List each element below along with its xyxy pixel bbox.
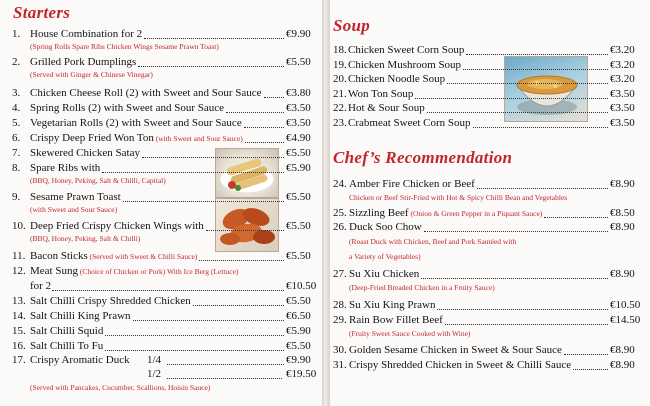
leader-dots — [245, 133, 284, 143]
leader-dots — [244, 118, 284, 128]
leader-dots — [52, 281, 284, 291]
item-price: €5.50 — [286, 191, 311, 203]
item-price-half: €19.50 — [286, 368, 317, 380]
item-description: (Roast Duck with Chicken, Beef and Pork Sautéed with — [349, 237, 517, 246]
leader-dots — [138, 57, 284, 67]
item-price: €8.90 — [610, 268, 635, 280]
starters-item — [12, 191, 121, 204]
item-name: Sizzling Beef — [349, 207, 409, 219]
item-number: 11. — [12, 250, 26, 262]
starters-item — [12, 340, 103, 353]
item-description: (Spring Rolls Spare Ribs Chicken Wings Sesame Prawn Toast) — [30, 42, 219, 51]
item-name: Salt Chilli King Prawn — [30, 310, 131, 322]
item-name: Won Ton Soup — [348, 88, 414, 100]
item-price: €8.90 — [610, 359, 635, 371]
starters-heading: Starters — [13, 3, 71, 22]
item-name: Su Xiu King Prawn — [349, 299, 436, 311]
item-number: 24. — [333, 178, 347, 190]
soup-item — [333, 88, 413, 101]
item-name: Grilled Pork Dumplings — [30, 56, 137, 68]
item-price: €3.20 — [610, 44, 635, 56]
starters-item — [12, 28, 142, 41]
starters-item — [12, 147, 140, 160]
soup-item — [333, 44, 464, 57]
item-price: €5.50 — [286, 250, 311, 262]
item-price: €14.50 — [610, 314, 641, 326]
starters-item — [12, 325, 103, 338]
chef-item — [333, 207, 542, 220]
item-description: (Served with Ginger & Chinese Vinegar) — [30, 70, 153, 79]
item-description: (Served with Pancakes, Cucumber, Scallions, Hoisin Sauce) — [30, 383, 211, 392]
item-number: 1. — [12, 28, 21, 40]
item-number: 4. — [12, 102, 21, 114]
chef-item — [333, 268, 419, 281]
item-price: €3.80 — [286, 87, 311, 99]
leader-dots — [437, 300, 608, 310]
leader-dots — [473, 118, 608, 128]
item-name: Spring Rolls (2) with Sweet and Sour Sauce — [30, 102, 225, 114]
item-name: Salt Chilli Squid — [30, 325, 104, 337]
item-price: €8.90 — [610, 221, 635, 233]
item-name: Spare Ribs with — [30, 162, 101, 174]
item-price: €5.50 — [286, 340, 311, 352]
item-price: €5.50 — [286, 147, 311, 159]
item-name: Salt Chilli Crispy Shredded Chicken — [30, 295, 191, 307]
item-number: 30. — [333, 344, 347, 356]
item-description: (Fruity Sweet Sauce Cooked with Wine) — [349, 329, 471, 338]
item-number: 21. — [333, 88, 347, 100]
item-name: Salt Chilli To Fu — [30, 340, 104, 352]
starters-item — [12, 265, 238, 278]
leader-dots — [445, 315, 608, 325]
item-name: Crabmeat Sweet Corn Soup — [348, 117, 471, 129]
item-price: €10.50 — [286, 280, 317, 292]
item-note: (Served with Sweet & Chilli Sauce) — [89, 252, 198, 261]
item-price: €3.50 — [610, 117, 635, 129]
leader-dots — [133, 311, 284, 321]
chef-item — [333, 314, 443, 327]
item-number: 31. — [333, 359, 347, 371]
item-price: €9.90 — [286, 354, 311, 366]
chefs-recommendation-heading: Chef’s Recommendation — [333, 148, 513, 167]
item-description-continued: a Variety of Vegetables) — [349, 252, 421, 261]
item-number: 12. — [12, 265, 26, 277]
starters-item — [12, 250, 197, 263]
starters-item — [12, 87, 262, 100]
starters-item — [12, 220, 204, 233]
leader-dots — [421, 269, 608, 279]
item-description: (with Sweet and Sour Sauce) — [30, 205, 118, 214]
leader-dots — [447, 74, 608, 84]
item-number: 16. — [12, 340, 26, 352]
item-name: Skewered Chicken Satay — [30, 147, 140, 159]
item-name: Crispy Deep Fried Won Ton — [30, 132, 154, 144]
item-number: 17. — [12, 354, 26, 366]
item-price: €8.90 — [610, 344, 635, 356]
item-name: House Combination for 2 — [30, 28, 143, 40]
leader-dots — [424, 222, 608, 232]
page-fold — [322, 0, 330, 406]
leader-dots — [199, 251, 284, 261]
leader-dots — [477, 179, 608, 189]
chef-item — [333, 359, 571, 372]
item-name: Crispy Aromatic Duck — [30, 354, 130, 366]
item-price: €4.90 — [286, 132, 311, 144]
item-number: 14. — [12, 310, 26, 322]
item-number: 23. — [333, 117, 347, 129]
item-name-continued: for 2 — [30, 280, 52, 292]
leader-dots — [427, 103, 608, 113]
leader-dots — [264, 88, 284, 98]
item-price: €5.90 — [286, 325, 311, 337]
leader-dots — [144, 29, 284, 39]
item-price: €6.50 — [286, 310, 311, 322]
starters-item — [12, 117, 242, 130]
starters-item — [12, 354, 130, 367]
item-price: €5.90 — [286, 162, 311, 174]
leader-dots — [573, 360, 608, 370]
starters-item — [12, 132, 243, 145]
item-description: (BBQ, Honey, Peking, Salt & Chilli) — [30, 234, 141, 243]
item-number: 15. — [12, 325, 26, 337]
chef-item — [333, 344, 562, 357]
leader-dots — [167, 355, 284, 365]
starters-item — [12, 162, 100, 175]
chef-item — [333, 299, 435, 312]
soup-item — [333, 102, 425, 115]
item-name: Bacon Sticks — [30, 250, 88, 262]
leader-dots — [564, 345, 608, 355]
leader-dots — [102, 163, 284, 173]
item-name: Hot & Sour Soup — [348, 102, 425, 114]
leader-dots — [206, 221, 284, 231]
leader-dots — [167, 369, 282, 379]
soup-item — [333, 73, 445, 86]
item-number: 7. — [12, 147, 21, 159]
item-number: 6. — [12, 132, 21, 144]
item-price: €3.50 — [610, 102, 635, 114]
leader-dots — [105, 326, 284, 336]
item-name: Duck Soo Chow — [349, 221, 422, 233]
leader-dots — [415, 89, 608, 99]
soup-item — [333, 117, 471, 130]
leader-dots — [142, 148, 284, 158]
item-number: 28. — [333, 299, 347, 311]
item-number: 9. — [12, 191, 21, 203]
item-name: Golden Sesame Chicken in Sweet & Sour Sauce — [349, 344, 562, 356]
leader-dots — [123, 192, 284, 202]
item-description: Chicken or Beef Stir-Fried with Hot & Spicy Chilli Bean and Vegetables — [349, 193, 568, 202]
item-number: 19. — [333, 59, 347, 71]
item-description: (BBQ, Honey, Peking, Salt & Chilli, Capital) — [30, 176, 166, 185]
item-number: 13. — [12, 295, 26, 307]
leader-dots — [105, 341, 284, 351]
leader-dots — [463, 60, 608, 70]
item-price: €9.90 — [286, 28, 311, 40]
item-name: Deep Fried Crispy Chicken Wings with — [30, 220, 204, 232]
item-price: €5.50 — [286, 295, 311, 307]
item-number: 22. — [333, 102, 347, 114]
item-name: Chicken Cheese Roll (2) with Sweet and Sour Sauce — [30, 87, 262, 99]
starters-item — [12, 56, 136, 69]
item-name: Chicken Noodle Soup — [348, 73, 446, 85]
leader-dots — [193, 296, 284, 306]
leader-dots — [226, 103, 284, 113]
leader-dots — [466, 45, 608, 55]
item-description: (Deep-Fried Breaded Chicken in a Fruity Sauce) — [349, 283, 495, 292]
item-name: Chicken Sweet Corn Soup — [348, 44, 465, 56]
item-note: (with Sweet and Sour Sauce) — [155, 134, 243, 143]
item-price: €5.50 — [286, 56, 311, 68]
item-note: (Onion & Green Pepper in a Piquant Sauce) — [410, 209, 543, 218]
item-note: (Choice of Chicken or Pork) With Ice Berg (Lettuce) — [79, 267, 239, 276]
item-number: 20. — [333, 73, 347, 85]
starters-item — [12, 295, 191, 308]
item-price: €3.50 — [286, 117, 311, 129]
starters-item — [12, 102, 224, 115]
item-name: Meat Sung — [30, 265, 78, 277]
soup-item — [333, 59, 461, 72]
chef-item — [333, 178, 475, 191]
item-price: €3.50 — [610, 88, 635, 100]
item-price: €3.20 — [610, 59, 635, 71]
leader-dots — [544, 208, 608, 218]
item-price: €10.50 — [610, 299, 641, 311]
item-name: Rain Bow Fillet Beef — [349, 314, 443, 326]
item-name: Amber Fire Chicken or Beef — [349, 178, 475, 190]
item-number: 10. — [12, 220, 26, 232]
item-name: Chicken Mushroom Soup — [348, 59, 462, 71]
item-number: 3. — [12, 87, 21, 99]
item-price: €8.50 — [610, 207, 635, 219]
chef-item — [333, 221, 422, 234]
item-number: 5. — [12, 117, 21, 129]
item-price: €3.50 — [286, 102, 311, 114]
item-name: Su Xiu Chicken — [349, 268, 420, 280]
item-price: €3.20 — [610, 73, 635, 85]
item-number: 29. — [333, 314, 347, 326]
half-portion-label: 1/2 — [147, 368, 162, 380]
item-number: 26. — [333, 221, 347, 233]
item-name: Crispy Shredded Chicken in Sweet & Chilli Sauce — [349, 359, 572, 371]
item-name: Sesame Prawn Toast — [30, 191, 121, 203]
item-number: 8. — [12, 162, 21, 174]
item-number: 18. — [333, 44, 347, 56]
item-number: 27. — [333, 268, 347, 280]
item-price: €5.50 — [286, 220, 311, 232]
quarter-portion-label: 1/4 — [147, 354, 162, 366]
soup-heading: Soup — [333, 16, 371, 35]
starters-item — [12, 310, 131, 323]
item-number: 2. — [12, 56, 21, 68]
item-number: 25. — [333, 207, 347, 219]
item-name: Vegetarian Rolls (2) with Sweet and Sour Sauce — [30, 117, 242, 129]
item-price: €8.90 — [610, 178, 635, 190]
